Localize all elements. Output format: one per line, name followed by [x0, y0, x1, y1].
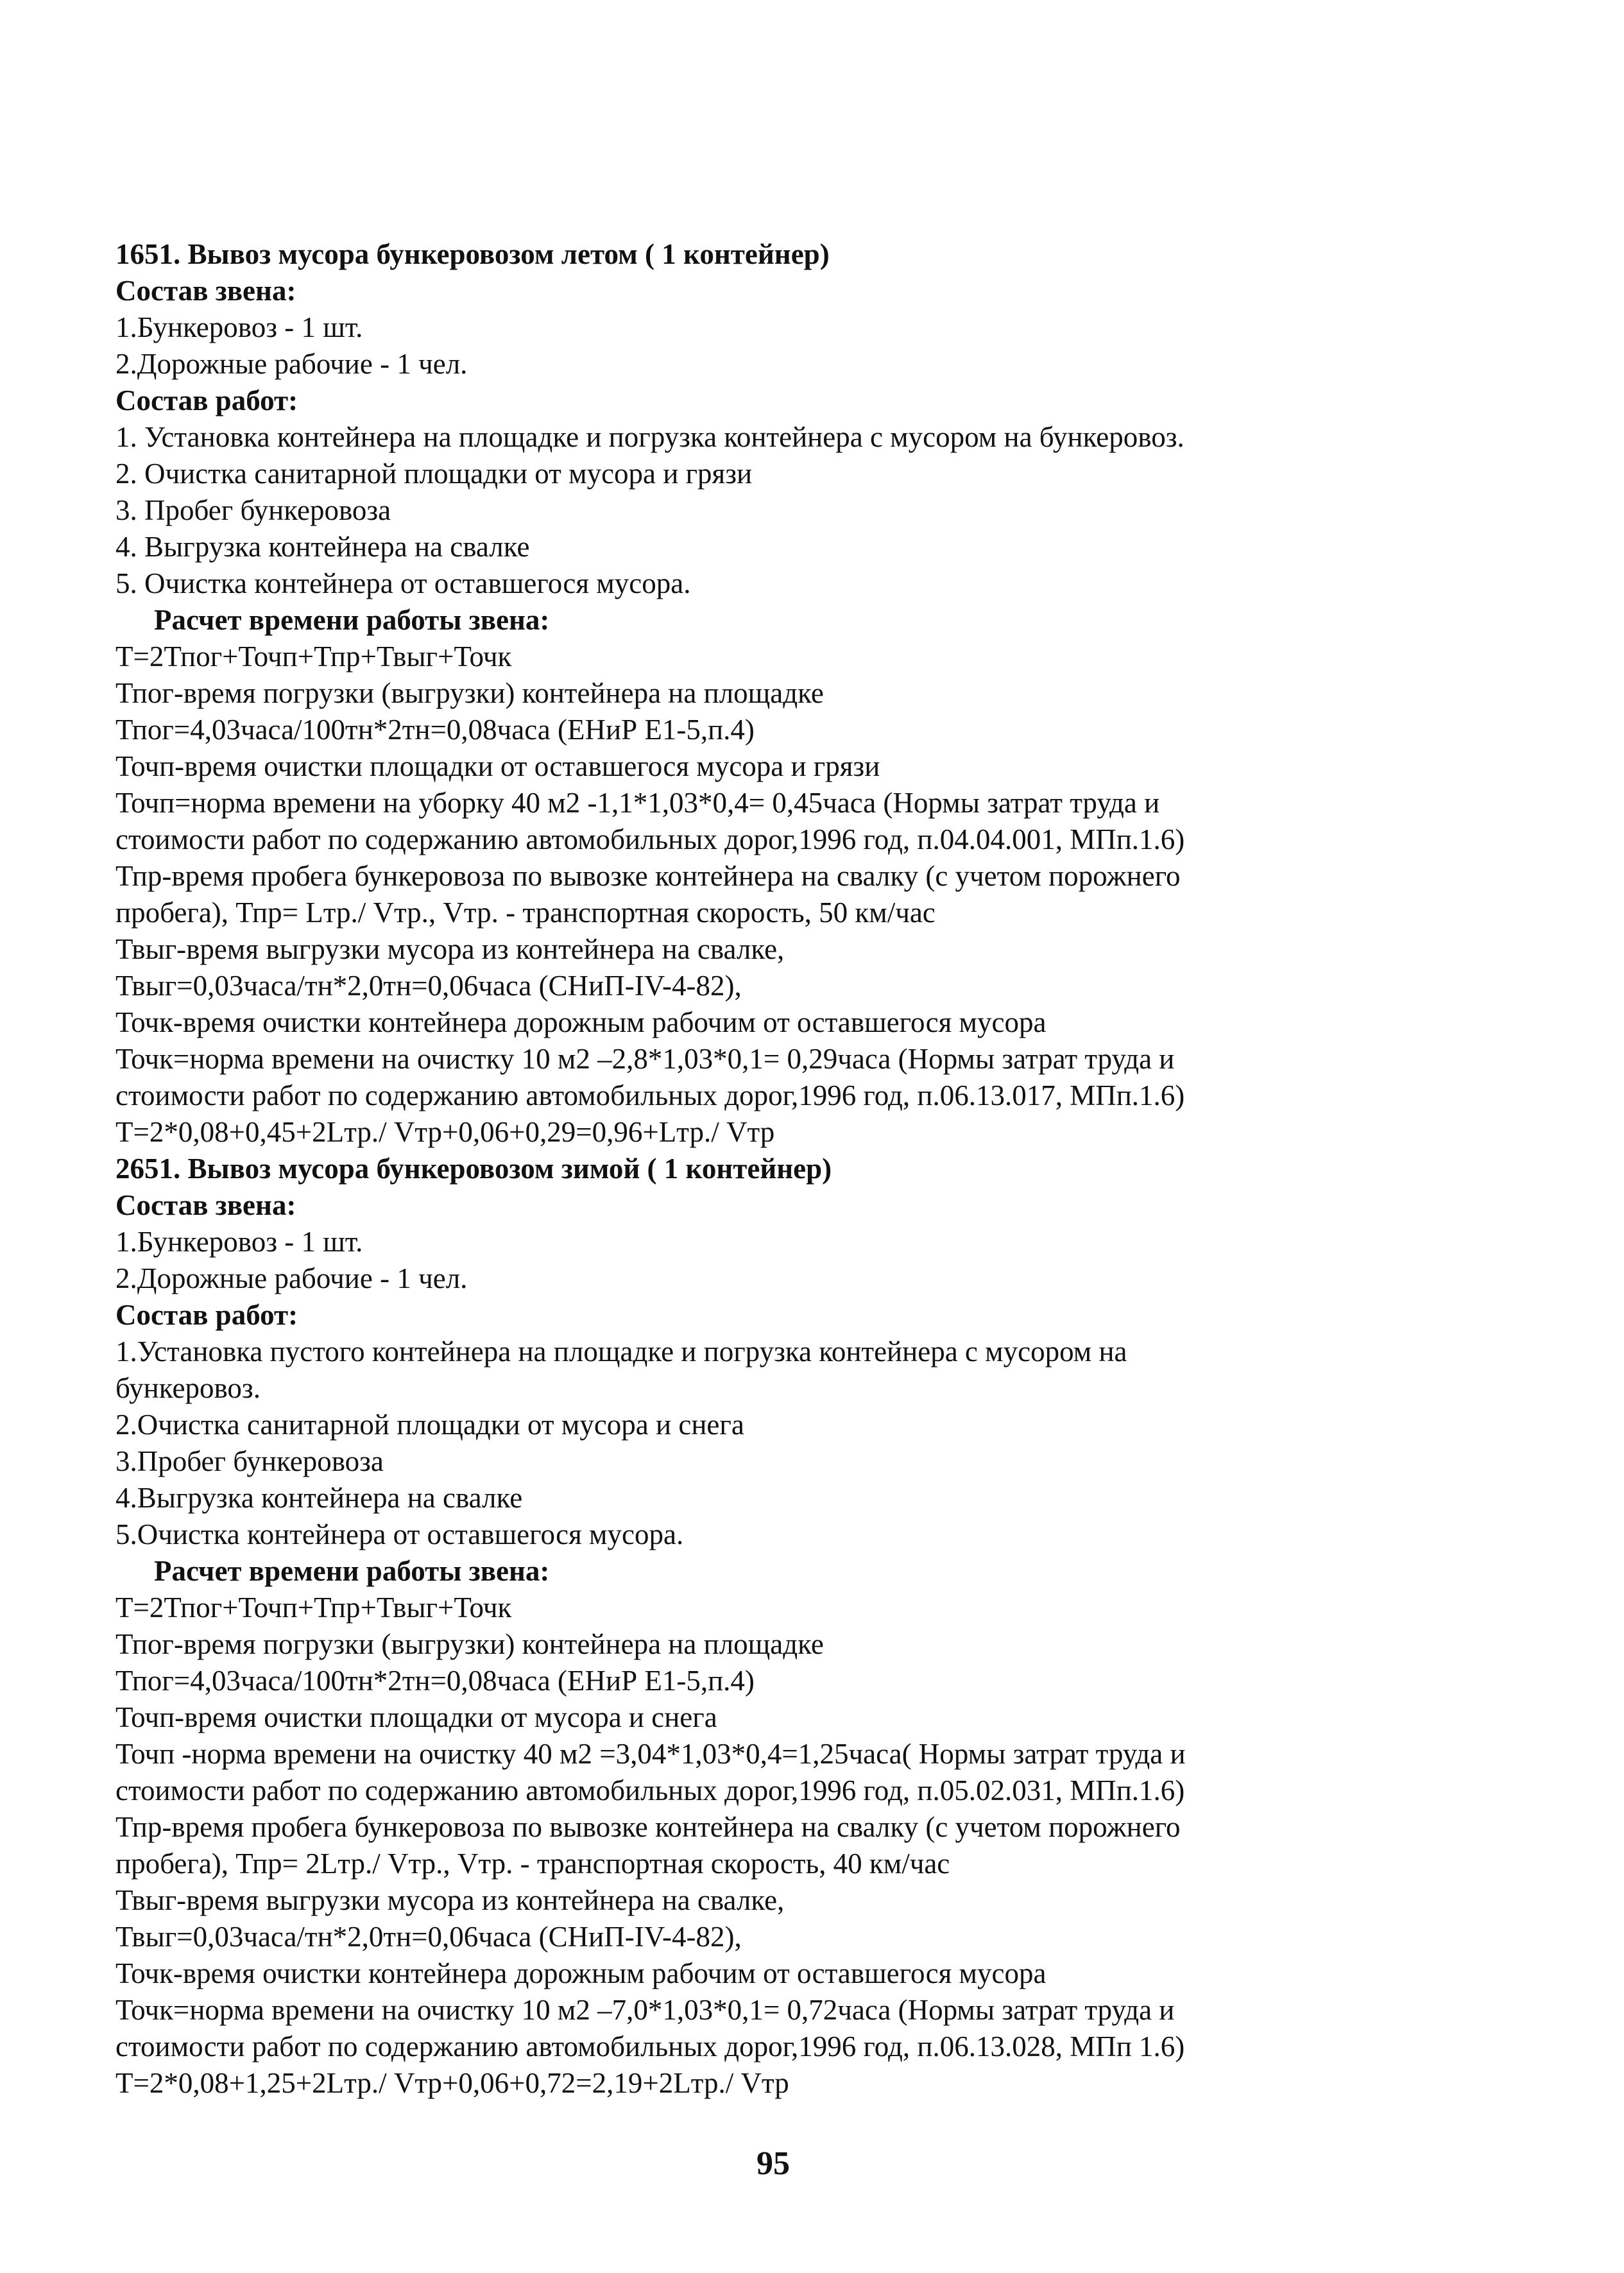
calc-line: Точп-время очистки площадки от мусора и снега [115, 1701, 717, 1733]
calc-line: Точк-время очистки контейнера дорожным рабочим от оставшегося мусора [115, 1006, 1047, 1038]
calc-line: пробега), Тпр= 2Lтр./ Vтр., Vтр. - транспортная скорость, 40 км/час [115, 1848, 950, 1880]
calc-line: стоимости работ по содержанию автомобильных дорог,1996 год, п.06.13.017, МПп.1.6) [115, 1079, 1185, 1111]
calc-heading: Расчет времени работы звена: [154, 1555, 550, 1587]
work-item: 2. Очистка санитарной площадки от мусора и грязи [115, 458, 753, 490]
calc-line: Твыг=0,03часа/тн*2,0тн=0,06часа (СНиП-IV-4-82), [115, 970, 742, 1002]
calc-line: Т=2*0,08+1,25+2Lтр./ Vтр+0,06+0,72=2,19+2Lтр./ Vтр [115, 2067, 789, 2099]
work-item: 5. Очистка контейнера от оставшегося мусора. [115, 567, 691, 599]
works-heading: Состав работ: [115, 384, 298, 416]
work-item: 4.Выгрузка контейнера на свалке [115, 1482, 523, 1514]
work-item: 3. Пробег бункеровоза [115, 494, 391, 526]
calc-line: Точп=норма времени на уборку 40 м2 -1,1*1,03*0,4= 0,45часа (Нормы затрат труда и [115, 787, 1160, 819]
calc-line: Твыг-время выгрузки мусора из контейнера на свалке, [115, 933, 785, 965]
section-title: 1651. Вывоз мусора бункеровозом летом ( 1 контейнер) [115, 238, 830, 270]
calc-line: Т=2Тпог+Точп+Тпр+Твыг+Точк [115, 1591, 512, 1624]
work-item: бункеровоз. [115, 1372, 261, 1404]
work-item: 3.Пробег бункеровоза [115, 1445, 384, 1477]
calc-line: стоимости работ по содержанию автомобильных дорог,1996 год, п.04.04.001, МПп.1.6) [115, 823, 1185, 855]
section-title: 2651. Вывоз мусора бункеровозом зимой ( 1 контейнер) [115, 1153, 832, 1185]
calc-line: пробега), Тпр= Lтр./ Vтр., Vтр. - транспортная скорость, 50 км/час [115, 896, 936, 929]
calc-line: Точп -норма времени на очистку 40 м2 =3,04*1,03*0,4=1,25часа( Нормы затрат труда и [115, 1738, 1186, 1770]
crew-item: 1.Бункеровоз - 1 шт. [115, 1226, 363, 1258]
calc-line: Т=2Тпог+Точп+Тпр+Твыг+Точк [115, 640, 512, 673]
calc-line: Тпог=4,03часа/100тн*2тн=0,08часа (ЕНиР Е1-5,п.4) [115, 1665, 755, 1697]
calc-line: Тпр-время пробега бункеровоза по вывозке контейнера на свалку (с учетом порожнего [115, 860, 1181, 892]
calc-line: Тпог-время погрузки (выгрузки) контейнера на площадке [115, 677, 824, 709]
calc-line: стоимости работ по содержанию автомобильных дорог,1996 год, п.05.02.031, МПп.1.6) [115, 1774, 1185, 1806]
works-heading: Состав работ: [115, 1299, 298, 1331]
calc-line: Тпог=4,03часа/100тн*2тн=0,08часа (ЕНиР Е1-5,п.4) [115, 714, 755, 746]
crew-heading: Состав звена: [115, 275, 296, 307]
calc-line: Тпр-время пробега бункеровоза по вывозке контейнера на свалку (с учетом порожнего [115, 1811, 1181, 1843]
work-item: 4. Выгрузка контейнера на свалке [115, 531, 530, 563]
work-item: 2.Очистка санитарной площадки от мусора и снега [115, 1409, 744, 1441]
crew-item: 2.Дорожные рабочие - 1 чел. [115, 348, 468, 380]
work-item: 1.Установка пустого контейнера на площадке и погрузка контейнера с мусором на [115, 1335, 1127, 1368]
calc-line: Т=2*0,08+0,45+2Lтр./ Vтр+0,06+0,29=0,96+Lтр./ Vтр [115, 1116, 775, 1148]
crew-item: 2.Дорожные рабочие - 1 чел. [115, 1262, 468, 1294]
calc-line: Точк-время очистки контейнера дорожным рабочим от оставшегося мусора [115, 1957, 1047, 1989]
calc-line: стоимости работ по содержанию автомобильных дорог,1996 год, п.06.13.028, МПп 1.6) [115, 2030, 1185, 2063]
page-number: 95 [756, 2145, 790, 2182]
crew-heading: Состав звена: [115, 1189, 296, 1221]
calc-line: Точк=норма времени на очистку 10 м2 –2,8*1,03*0,1= 0,29часа (Нормы затрат труда и [115, 1043, 1175, 1075]
calc-line: Точп-время очистки площадки от оставшегося мусора и грязи [115, 750, 880, 782]
calc-heading: Расчет времени работы звена: [154, 604, 550, 636]
calc-line: Твыг-время выгрузки мусора из контейнера на свалке, [115, 1884, 785, 1916]
calc-line: Твыг=0,03часа/тн*2,0тн=0,06часа (СНиП-IV-4-82), [115, 1921, 742, 1953]
calc-line: Точк=норма времени на очистку 10 м2 –7,0*1,03*0,1= 0,72часа (Нормы затрат труда и [115, 1994, 1175, 2026]
work-item: 1. Установка контейнера на площадке и погрузка контейнера с мусором на бункеровоз. [115, 421, 1184, 453]
work-item: 5.Очистка контейнера от оставшегося мусора. [115, 1518, 684, 1550]
crew-item: 1.Бункеровоз - 1 шт. [115, 311, 363, 343]
calc-line: Тпог-время погрузки (выгрузки) контейнера на площадке [115, 1628, 824, 1660]
